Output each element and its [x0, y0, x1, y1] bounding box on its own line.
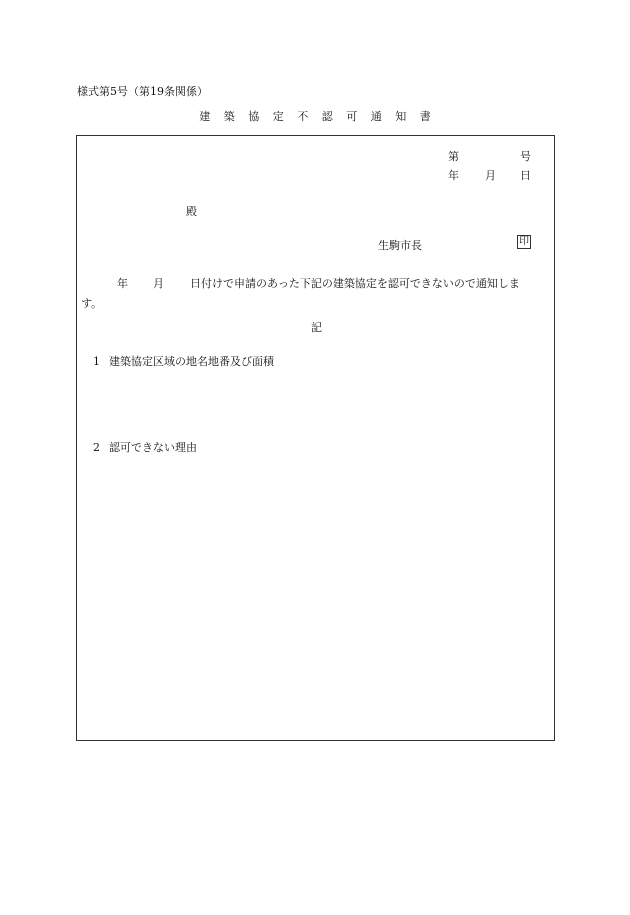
body-year-label: 年: [117, 277, 128, 290]
document-title: 建 築 協 定 不 認 可 通 知 書: [199, 110, 436, 123]
body-month-label: 月: [153, 277, 164, 290]
date-year-label: 年: [448, 169, 459, 182]
item-1-number: 1: [93, 355, 100, 368]
item-2-number: 2: [93, 441, 100, 454]
body-text-line-1: 日付けで申請のあった下記の建築協定を認可できないので通知しま: [190, 277, 520, 290]
seal-mark: 印: [519, 236, 529, 247]
body-text-line-2: す。: [81, 297, 103, 310]
ki-heading: 記: [311, 321, 322, 334]
item-1-text: 建築協定区域の地名地番及び面積: [109, 355, 274, 368]
addressee-suffix: 殿: [186, 205, 197, 218]
item-2-text: 認可できない理由: [109, 441, 197, 454]
date-day-label: 日: [520, 169, 531, 182]
form-number-label: 様式第5号（第19条関係）: [77, 85, 208, 98]
date-month-label: 月: [485, 169, 496, 182]
issuer-name: 生駒市長: [378, 239, 422, 252]
document-number-suffix: 号: [520, 150, 531, 163]
document-frame: [76, 135, 555, 741]
document-number-label: 第: [448, 150, 459, 163]
